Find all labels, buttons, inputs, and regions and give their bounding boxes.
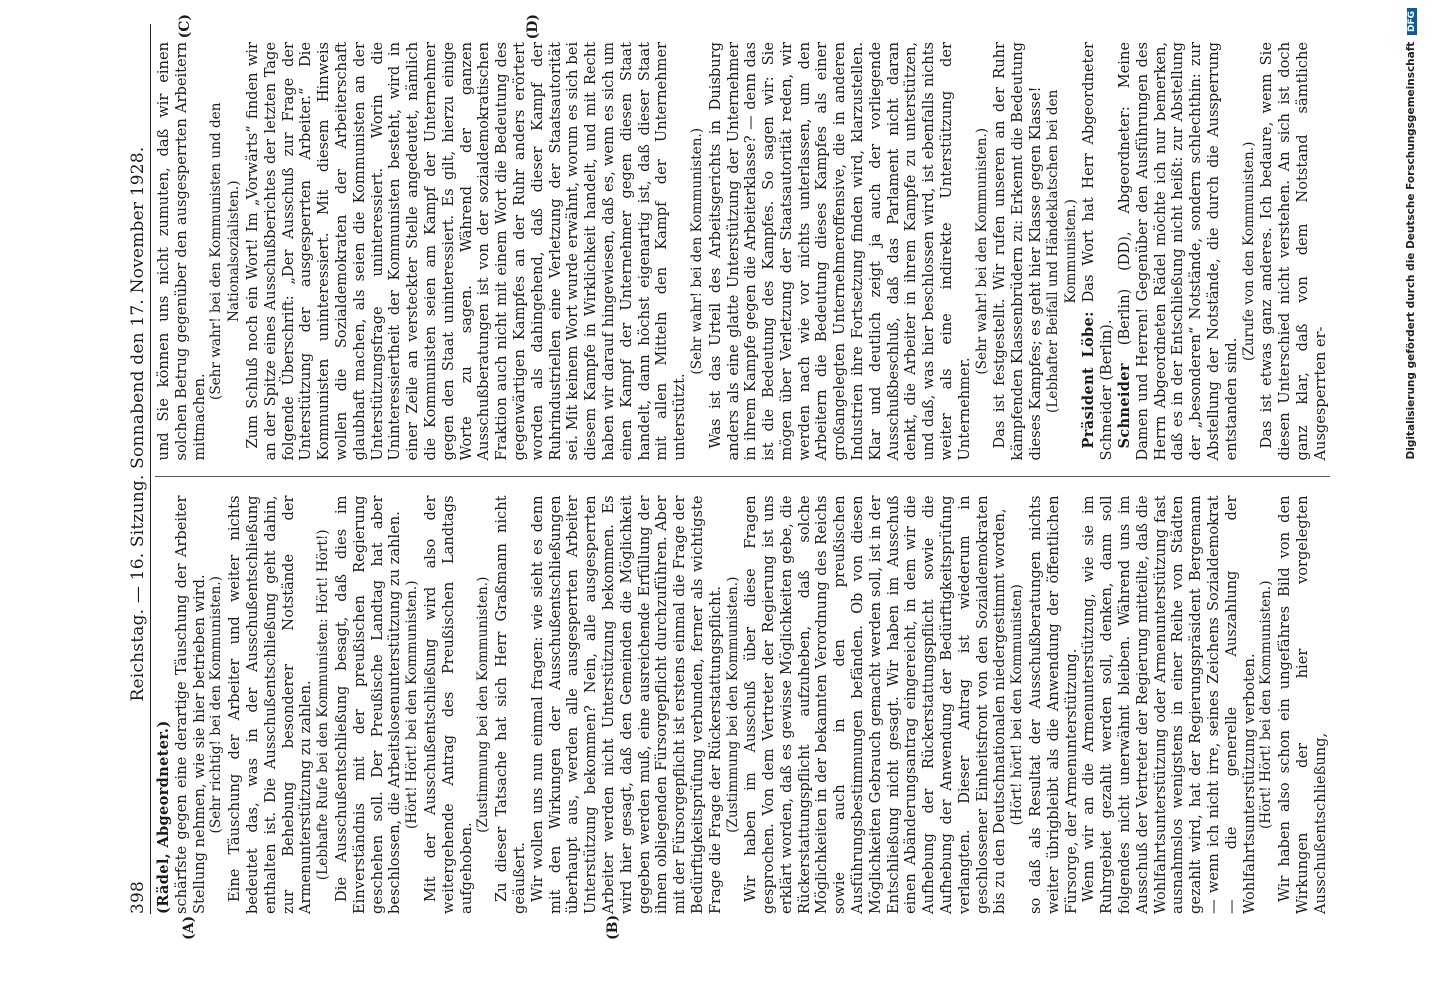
- left-column: [155, 478, 1330, 940]
- running-title: Reichstag. — 16. Sitzung. Sonnabend den 17. November 1928.: [128, 146, 148, 702]
- interjection: (Zurufe von den Kommunisten.): [1240, 141, 1257, 361]
- credit-text: Digitalisierung gefördert durch die Deutsche Forschungsgemeinschaft: [1405, 41, 1417, 460]
- paragraph: Mit der Ausschußentschließung wird also der weitergehende Antrag des Preußischen Landtags aufgehoben.: [421, 495, 475, 914]
- interjection: (Sehr richtig! bei den Kommunisten.): [208, 576, 225, 834]
- digitization-credit: [1400, 8, 1426, 992]
- page-header: [128, 24, 151, 914]
- paragraph: Was ist das Urteil des Arbeitsgerichts in Duisburg anders als eine glatte Unterstützung der Unternehmer in ihrem Kampfe gegen die Arbeiterklasse? — denn das ist die Bedeutung des Kampfes. So sagen wir: Sie mögen über Verletzung der Staatsautorität reden, wir werden nach wie vor nichts unterlassen, um den Arbeitern die Bedeutung dieses Kampfes als einer großangelegten Unternehmeroffensive, die in anderen Industrien ihre Fortsetzung finden wird, klarzustellen. Klar und deutlich zeigt ja auch der vorliegende Ausschußbeschluß, daß das Parlament nicht daran denkt, die Arbeiter in ihrem Kampfe zu unterstützen, und daß, was hier beschlossen wird, ist ebenfalls nichts weiter als eine indirekte Unterstützung der Unternehmer.: [706, 42, 973, 461]
- interjection: (Zustimmung bei den Kommunisten.): [724, 576, 741, 833]
- interjection: (Hört! Hört! bei den Kommunisten.): [1258, 580, 1275, 830]
- speech-text: (Berlin) (DD), Abgeordneter: Meine Damen und Herren! Gegenüber den Ausführungen des Herrn Abgeordneten Rädel möchte ich nur bemerken, daß es in der Entschließung nicht heißt: zur Abstellung der „besonderen“ Notstände, sondern schlechthin: zur Abstellung der Notstände, die durch die Aussperrung entstanden sind.: [1116, 41, 1240, 461]
- margin-marker-a: (A): [181, 915, 197, 940]
- speaker-name: Präsident Löbe:: [1080, 311, 1098, 449]
- right-column: [155, 14, 1330, 478]
- paragraph: so daß als Resultat der Ausschußberatungen nichts weiter übrigbleibt als die Anwendung der öffentlichen Fürsorge, der Armenunterstützung.: [1027, 495, 1080, 914]
- margin-marker-d: (D): [525, 14, 541, 40]
- interjection: (Lebhafte Rufe bei den Kommunisten: Hört! Hört!): [315, 529, 332, 881]
- interjection: (Zustimmung bei den Kommunisten.): [475, 576, 492, 833]
- interjection: (Lebhafter Beifall und Händeklatschen bei den Kommunisten.): [1044, 89, 1079, 413]
- speech-turn: [1116, 42, 1241, 461]
- interjection: (Hört! Hört! bei den Kommunisten.): [404, 580, 421, 830]
- paragraph: Wir haben also schon ein ungefähres Bild von den Wirkungen der hier vorgelegten Ausschußentschließung,: [1276, 495, 1329, 914]
- page-number: 398: [128, 880, 148, 914]
- speech-text: Das Wort hat Herr Abgeordneter Schneider (Berlin).: [1080, 42, 1116, 461]
- interjection: (Sehr wahr! bei den Kommunisten.): [973, 127, 990, 375]
- document-page: [50, 0, 1420, 1000]
- interjection: (Sehr wahr! bei den Kommunisten.): [688, 127, 705, 375]
- paragraph: Wir wollen uns nun einmal fragen: wie sieht es denn mit den Wirkungen der Ausschußentschließungen überhaupt aus, werden alle ausgesperrten Arbeiter Unterstützung bekommen? Nein, alle ausgesperrten Arbeiter werden nicht Unterstützung bekommen. Es wird hier gesagt, daß den Gemeinden die Möglichkeit gegeben werden muß, eine ausreichende Erfüllung der ihnen obliegenden Fürsorgepflicht durchzuführen. Aber mit der Fürsorgepflicht ist erstens einmal die Frage der Bedürftigkeitsprüfung verbunden, ferner als wichtigste Frage die Frage der Rückerstattungspflicht.: [528, 495, 724, 914]
- paragraph: Die Ausschußentschließung besagt, daß dies im Einverständnis mit der preußischen Regierung geschehen soll. Der Preußische Landtag hat aber beschlossen, die Arbeitslosenunterstützung zu zahlen.: [332, 495, 404, 914]
- paragraph: und Sie können uns nicht zumuten, daß wir einen solchen Betrug gegenüber den ausgesperrten Arbeitern mitmachen.: [155, 42, 208, 461]
- speaker-name: Schneider: [1116, 363, 1134, 449]
- paragraph: Eine Täuschung der Arbeiter und weiter nichts bedeutet das, was in der Ausschußentschließung enthalten ist. Die Ausschußentschließung geht dahin, zur Behebung besonderer Notstände der Armenunterstützung zu zahlen.: [226, 495, 315, 914]
- paragraph: Das ist festgestellt. Wir rufen unseren an der Ruhr kämpfenden Klassenbrüdern zu: Erkennt die Bedeutung dieses Kampfes; es geht hier Klasse gegen Klasse!: [991, 42, 1045, 461]
- margin-marker-b: (B): [605, 914, 621, 940]
- paragraph: Wir haben im Ausschuß über diese Fragen gesprochen. Von dem Vertreter der Regierung ist uns erklärt worden, daß es gewisse Möglichkeiten gebe, die Rückerstattungspflicht aufzuheben, daß solche Möglichkeiten in der bekannten Verordnung des Reichs sowie auch in den preußischen Ausführungsbestimmungen befänden. Ob von diesen Möglichkeiten Gebrauch gemacht werden soll, ist in der Entschließung nicht gesagt. Wir haben im Ausschuß einen Abänderungsantrag eingereicht, in dem wir die Aufhebung der Rückerstattungspflicht sowie die Aufhebung der Anwendung der Bedürftigkeitsprüfung verlangten. Dieser Antrag ist wiederum in geschlossener Einheitsfront von den Sozialdemokraten bis zu den Deutschnationalen niedergestimmt worden,: [742, 495, 1009, 914]
- speech-turn: [1080, 42, 1116, 461]
- dfg-logo: DFG: [1407, 8, 1417, 35]
- interjection: (Hört! hört! bei den Kommunisten): [1009, 584, 1026, 826]
- paragraph: Zum Schluß noch ein Wort! Im „Vorwärts“ finden wir an der Spitze eines Ausschußberichtes der letzten Tage folgende Überschrift: „Der Ausschuß zur Frage der Unterstützung der ausgesperrten Arbeiter.“ Die Kommunisten uninteressiert. Mit diesem Hinweis wollen die Sozialdemokraten der Arbeiterschaft glaubhaft machen, als seien die Kommunisten an der Unterstützungsfrage uninteressiert. Worin die Uninteressiertheit der Kommunisten besteht, wird in einer Zeile an versteckter Stelle angedeutet, nämlich die Kommunisten seien am Kampf der Unternehmer gegen den Staat uninteressiert. Es gilt, hierzu einige Worte zu sagen. Während der ganzen Ausschußberatungen ist von der sozialdemokratischen Fraktion auch nicht mit einem Wort die Bedeutung des gegenwärtigen Kampfes an der Ruhr anders erörtert worden als dahingehend, daß dieser Kampf der Ruhrindustriellen eine Verletzung der Staatsautorität sei. Mit keinem Wort wurde erwähnt, worum es sich bei diesem Kampfe in Wirklichkeit handelt, und mit Recht haben wir darauf hingewiesen, daß es, wenn es sich um einen Kampf der Unternehmer gegen diesen Staat handelt, dann höchst eigenartig ist, daß dieser Staat mit allen Mitteln den Kampf der Unternehmer unterstützt.: [243, 42, 689, 461]
- paragraph: schärfste gegen eine derartige Täuschung der Arbeiter Stellung nehmen, wie sie hier betrieben wird.: [172, 495, 208, 914]
- speaker-continuation: (Rädel, Abgeordneter.): [155, 720, 172, 914]
- paragraph: Wenn wir an die Armenunterstützung, wie sie im Ruhrgebiet gezahlt werden soll, denken, dann soll folgendes nicht unerwähnt bleiben. Während uns im Ausschuß der Vertreter der Regierung mitteilte, daß die Wohlfahrtsunterstützung oder Armenunterstützung fast ausnahmslos wenigstens in einer Reihe von Städten gezahlt wird, hat der Regierungspräsident Bergemann — wenn ich nicht irre, seines Zeichens Sozialdemokrat — die generelle Auszahlung der Wohlfahrtsunterstützung verboten.: [1080, 495, 1258, 914]
- interjection: (Sehr wahr! bei den Kommunisten und den Nationalsozialisten.): [208, 102, 243, 400]
- margin-marker-c: (C): [177, 14, 193, 39]
- paragraph: Das ist etwas ganz anderes. Ich bedaure, wenn Sie diesen Unterschied nicht verstehen. An sich ist doch ganz klar, daß von dem Notstand sämtliche Ausgesperrten er-: [1258, 42, 1329, 461]
- paragraph: Zu dieser Tatsache hat sich Herr Graßmann nicht geäußert.: [493, 495, 528, 914]
